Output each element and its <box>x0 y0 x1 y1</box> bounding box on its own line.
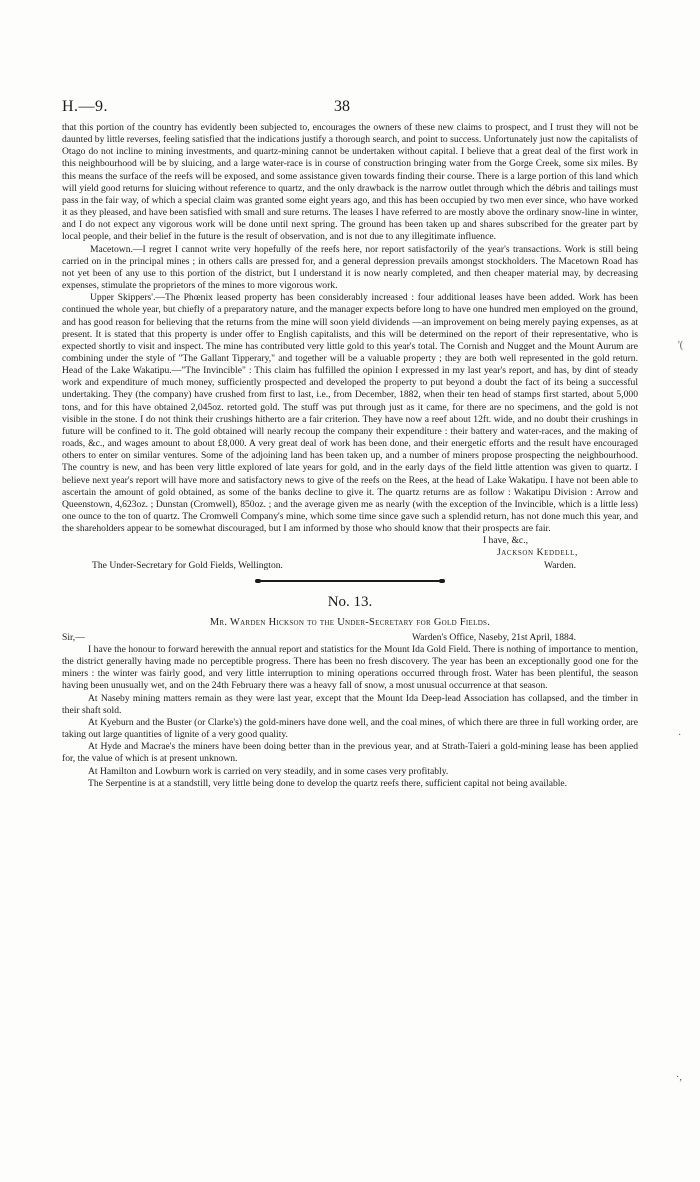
page-number: 38 <box>334 98 350 115</box>
margin-speck: · <box>678 730 682 741</box>
signature-title: Warden. <box>544 559 576 571</box>
letter-paragraph: At Kyeburn and the Buster (or Clarke's) the gold-miners have done well, and the coal mines, of which there are three in full working order, are taking out large quantities of lignite of a very good quality. <box>62 716 638 741</box>
letter-paragraph: At Hamilton and Lowburn work is carried on very steadily, and in some cases very profitably. <box>88 765 449 777</box>
letter-number: No. 13. <box>327 593 373 610</box>
section-divider <box>62 572 638 590</box>
letter-heading: Mr. Warden Hickson to the Under-Secretary for Gold Fields. <box>209 616 491 628</box>
paragraph-macetown: Macetown.—I regret I cannot write very hopefully of the reefs here, nor report satisfactorily of the year's transactions. Work is still being carried on in the principal mines ; in others calls are pressed for, and a general depression prevails amongst stockholders. The Macetown Road has not yet been of any use to this portion of the district, but I understand it is now nearly completed, and then cheaper material may, by decreasing expenses, stimulate the proprietors of the mines to more vigorous work. <box>62 243 638 292</box>
signature-name: Jackson Keddell, <box>496 547 578 559</box>
salutation: Sir,— <box>62 631 85 643</box>
closing-line: I have, &c., <box>482 535 528 547</box>
letter-paragraph: I have the honour to forward herewith the annual report and statistics for the Mount Ida Gold Field. There is nothing of importance to mention, the district generally having made no perceptible progress. There has been no fresh discovery. The year has been an exceptionally good one for the miners : the winter was fairly good, and very little interruption to mining operations occurred through frost. Water has been plentiful, the season having been unusually wet, and on the 24th February there was a heavy fall of snow, a most unusual occurrence at that season. <box>62 643 638 692</box>
dateline: Warden's Office, Naseby, 21st April, 1884. <box>411 631 576 643</box>
letter-paragraph: At Naseby mining matters remain as they were last year, except that the Mount Ida Deep-lead Association has collapsed, and the timber in their shaft sold. <box>62 692 638 716</box>
report-reference: H.—9. <box>62 98 109 115</box>
addressee: The Under-Secretary for Gold Fields, Wellington. <box>92 559 283 571</box>
paragraph-gorge-creek: that this portion of the country has evidently been subjected to, encourages the owners of these new claims to prospect, and I trust they will not be daunted by little reverses, feeling satisfied that the indications justify a thorough search, and point to success. Unfortunately just now the capitalists of Otago do not incline to mining investments, and quartz-mining cannot be undertaken without capital. I believe that a great deal of the first work in this neighbourhood will be by sluicing, and a large water-race is in course of construction bringing water from the Gorge Creek, some six miles. By this means the surface of the reefs will be exposed, and some assistance given towards finding their course. There is a large portion of this land which will yield good returns for sluicing without reference to quartz, and the only drawback is the narrow outlet through which the débris and tailings must pass in the fair way, of which a special claim was granted some eight years ago, and this has been occupied by two men ever since, who have worked it as they pleased, and have been satisfied with small and sure returns. The leases I have referred to are mostly above the ordinary snow-line in winter, and I do not expect any vigorous work will be done until next spring. The ground has been taken up and shares subscribed for the greater part by local people, and their belief in the future is the result of observation, and is not due to any illegitimate influence. <box>62 122 638 243</box>
report-body <box>62 122 638 790</box>
margin-speck: ·, <box>676 1072 682 1083</box>
paragraph-upper-skippers: Upper Skippers'.—The Phœnix leased property has been considerably increased : four additional leases have been added. Work has been continued the whole year, but chiefly of a preparatory nature, and the manager expects before long to have one hundred men employed on the ground, and has good reason for believing that the returns from the mine will soon yield dividends —an improvement on being merely paying expenses, as at present. It is stated that this property is under offer to English capitalists, and this will be determined on the report of their representative, who is expected shortly to visit and inspect. The mine has contributed very little gold to this year's total. The Cornish and Nugget and the Mount Aurum are combining under the style of "The Gallant Tipperary," and together will be a valuable property ; they are both well represented in the gold return. Head of the Lake Wakatipu.—"The Invincible" : This claim has fulfilled the opinion I expressed in my last year's report, and has, by dint of steady work and expenditure of much money, sufficiently prospected and developed the property to put beyond a doubt the fact of its being a successful undertaking. They (the company) have crushed from first to last, i.e., from December, 1882, when their ten head of stamps first started, about 5,000 tons, and for this have obtained 2,045oz. retorted gold. The stuff was put through just as it came, for there are no specimens, and the gold is not visible in the stone. I do not think their crushings hitherto are a fair criterion. They have now a reef about 12ft. wide, and no doubt their crushings in future will be confined to it. The gold obtained will nearly recoup the company their expenditure : their battery and water-races, and the making of roads, &c., and wages amount to about £8,000. A very great deal of work has been done, and their energetic efforts and the result have encouraged others to enter on similar ventures. Some of the adjoining land has been taken up, and a number of miners propose prospecting the neighbourhood. The country is new, and has been very little explored of late years for gold, and in the early days of the field little attention was given to quartz. I believe next year's report will have more and satisfactory news to give of the reefs on the Rees, at the head of Lake Wakatipu. I have not been able to ascertain the amount of gold obtained, as some of the banks decline to give it. The quartz returns are as follow : Wakatipu Division : Arrow and Queenstown, 4,623oz. ; Dunstan (Cromwell), 850oz. ; and the average given me as nearly (with the exception of the Invincible, which is a little less) one ounce to the ton of quartz. The Cromwell Company's mine, which some time since gave such a splendid return, has not done much this year, and the shareholders appear to be somewhat discouraged, but I am informed by those who should know that their prospects are fair. <box>62 292 638 535</box>
margin-speck: '( <box>678 340 684 351</box>
letter-paragraph: The Serpentine is at a standstill, very little being done to develop the quartz reefs there, sufficient capital not being available. <box>88 777 568 789</box>
letter-paragraph: At Hyde and Macrae's the miners have been doing better than in the previous year, and at Strath-Taieri a gold-mining lease has been applied for, the value of which is at present unknown. <box>62 741 638 765</box>
